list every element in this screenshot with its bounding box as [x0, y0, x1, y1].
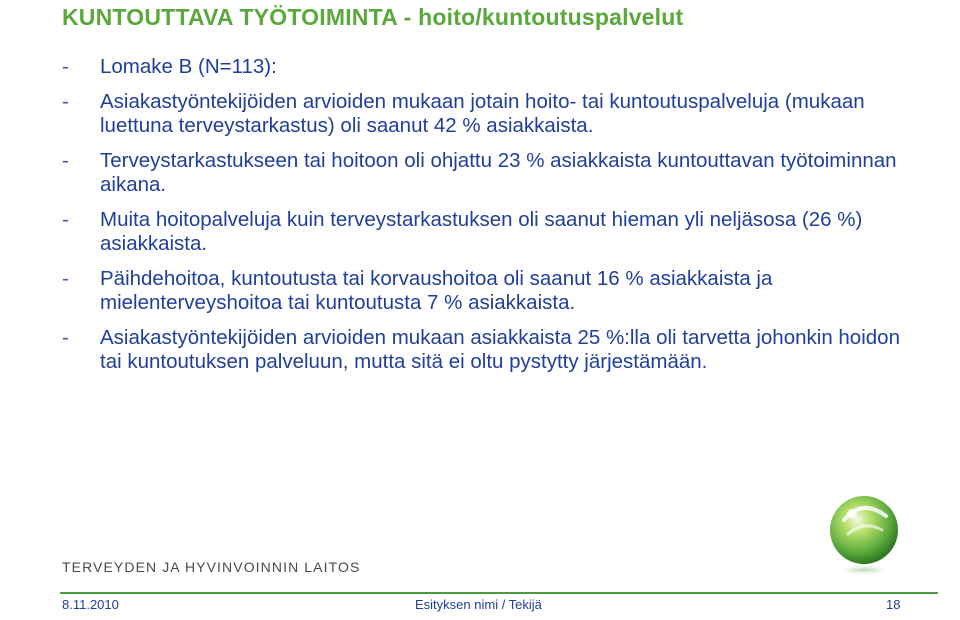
- bullet-dash: -: [62, 55, 69, 78]
- bullet-dash: -: [62, 208, 69, 231]
- bullet-list: [62, 55, 912, 385]
- bullet-text: Lomake B (N=113):: [100, 55, 277, 78]
- bullet-item: [62, 267, 912, 315]
- bullet-dash: -: [62, 90, 69, 113]
- bullet-text: Asiakastyöntekijöiden arvioiden mukaan jotain hoito- tai kuntoutuspalveluja (mukaan luettuna terveystarkastus) oli saanut 42 % asiakkaista.: [100, 90, 865, 137]
- organization-name: TERVEYDEN JA HYVINVOINNIN LAITOS: [62, 559, 361, 575]
- bullet-item: [62, 149, 912, 197]
- bullet-dash: -: [62, 267, 69, 290]
- bullet-text: Muita hoitopalveluja kuin terveystarkastuksen oli saanut hieman yli neljäsosa (26 %) asiakkaista.: [100, 208, 863, 255]
- bullet-text: Päihdehoitoa, kuntoutusta tai korvaushoitoa oli saanut 16 % asiakkaista ja mielenterveyshoitoa tai kuntoutusta 7 % asiakkaista.: [100, 267, 773, 314]
- bullet-item: [62, 208, 912, 256]
- footer-date: 8.11.2010: [62, 597, 119, 612]
- bullet-item: [62, 326, 912, 374]
- green-sphere-logo-icon: [822, 490, 906, 580]
- bullet-item: [62, 90, 912, 138]
- bullet-text: Asiakastyöntekijöiden arvioiden mukaan asiakkaista 25 %:lla oli tarvetta johonkin hoidon tai kuntoutuksen palveluun, mutta sitä ei oltu pystytty järjestämään.: [100, 326, 900, 373]
- bullet-text: Terveystarkastukseen tai hoitoon oli ohjattu 23 % asiakkaista kuntouttavan työtoiminnan aikana.: [100, 149, 897, 196]
- footer-divider: [60, 592, 938, 594]
- bullet-dash: -: [62, 149, 69, 172]
- slide-title: KUNTOUTTAVA TYÖTOIMINTA - hoito/kuntoutuspalvelut: [62, 4, 684, 30]
- footer-presentation-name: Esityksen nimi / Tekijä: [415, 597, 542, 612]
- bullet-item: [62, 55, 912, 79]
- bullet-dash: -: [62, 326, 69, 349]
- footer-page-number: 18: [886, 597, 901, 612]
